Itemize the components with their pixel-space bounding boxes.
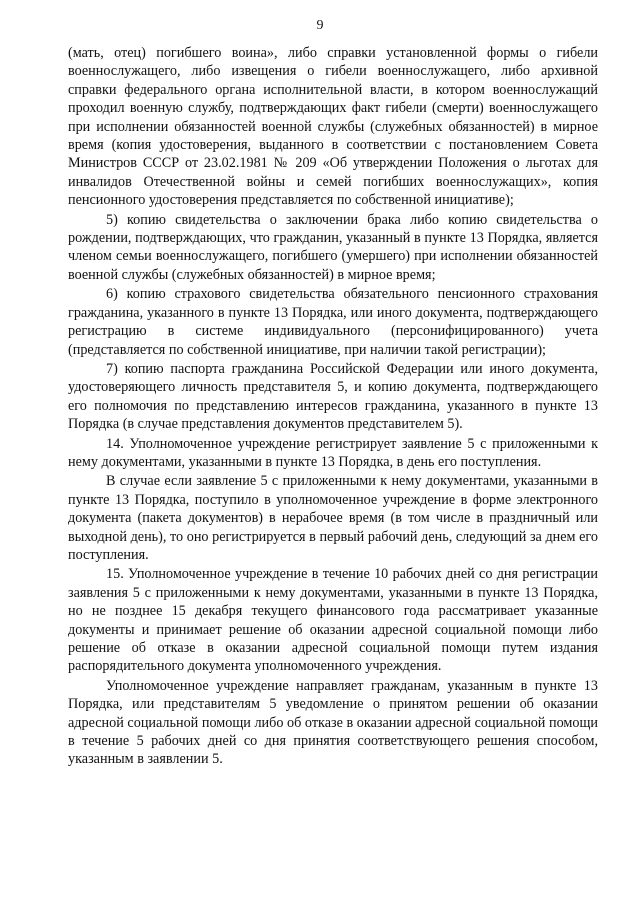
paragraph-item-7: 7) копию паспорта гражданина Российской Федерации или иного документа, удостоверяющего личность представителя 5, и копию документа, подтверждающего его полномочия по представлению интересов гражданина, указанного в пункте 13 Порядка (в случае представления документов представителем 5). [68,360,598,433]
document-body [68,44,598,769]
paragraph-clause-15: 15. Уполномоченное учреждение в течение 10 рабочих дней со дня регистрации заявления 5 с приложенными к нему документами, указанными в пункте 13 Порядка, но не позднее 15 декабря текущего финансового года рассматривает указанные документы и принимает решение об оказании адресной социальной помощи либо решение об отказе в оказании адресной социальной помощи путем издания распорядительного документа уполномоченного учреждения. [68,566,598,675]
paragraph-notification: Уполномоченное учреждение направляет гражданам, указанным в пункте 13 Порядка, или представителям 5 уведомление о принятом решении об оказании адресной социальной помощи либо об отказе в оказании адресной социальной помощи в течение 5 рабочих дней со дня принятия соответствующего решения способом, указанным в заявлении 5. [68,677,598,768]
paragraph-continuation: (мать, отец) погибшего воина», либо справки установленной формы о гибели военнослужащего, либо извещения о гибели военнослужащего, либо архивной справки федерального органа исполнительной власти, в котором военнослужащий проходил военную службу, подтверждающих факт гибели (смерти) военнослужащего при исполнении обязанностей военной службы (служебных обязанностей) в мирное время (копия удостоверения, выданного в соответствии с постановлением Совета Министров СССР от 23.02.1981 № 209 «Об утверждении Положения о льготах для инвалидов Отечественной войны и семей погибших военнослужащих», копия пенсионного удостоверения представляется по собственной инициативе); [68,45,598,209]
page-number: 9 [316,18,324,33]
paragraph-item-6: 6) копию страхового свидетельства обязательного пенсионного страхования гражданина, указанного в пункте 13 Порядка, или иного документа, подтверждающего регистрацию в системе индивидуального (персонифицированного) учета (представляется по собственной инициативе, при наличии такой регистрации); [68,286,598,358]
paragraph-clause-14: 14. Уполномоченное учреждение регистрирует заявление 5 с приложенными к нему документами, указанными в пункте 13 Порядка, в день его поступления. [68,435,598,470]
paragraph-electronic-registration: В случае если заявление 5 с приложенными к нему документами, указанными в пункте 13 Порядка, поступило в уполномоченное учреждение в форме электронного документа (пакета документов) в нерабочее время (в том числе в праздничный или выходной день), то оно регистрируется в первый рабочий день, следующий за днем его поступления. [68,473,598,563]
paragraph-item-5: 5) копию свидетельства о заключении брака либо копию свидетельства о рождении, подтверждающих, что гражданин, указанный в пункте 13 Порядка, является членом семьи военнослужащего, погибшего (умершего) при исполнении обязанностей военной службы (служебных обязанностей) в мирное время; [68,211,598,283]
